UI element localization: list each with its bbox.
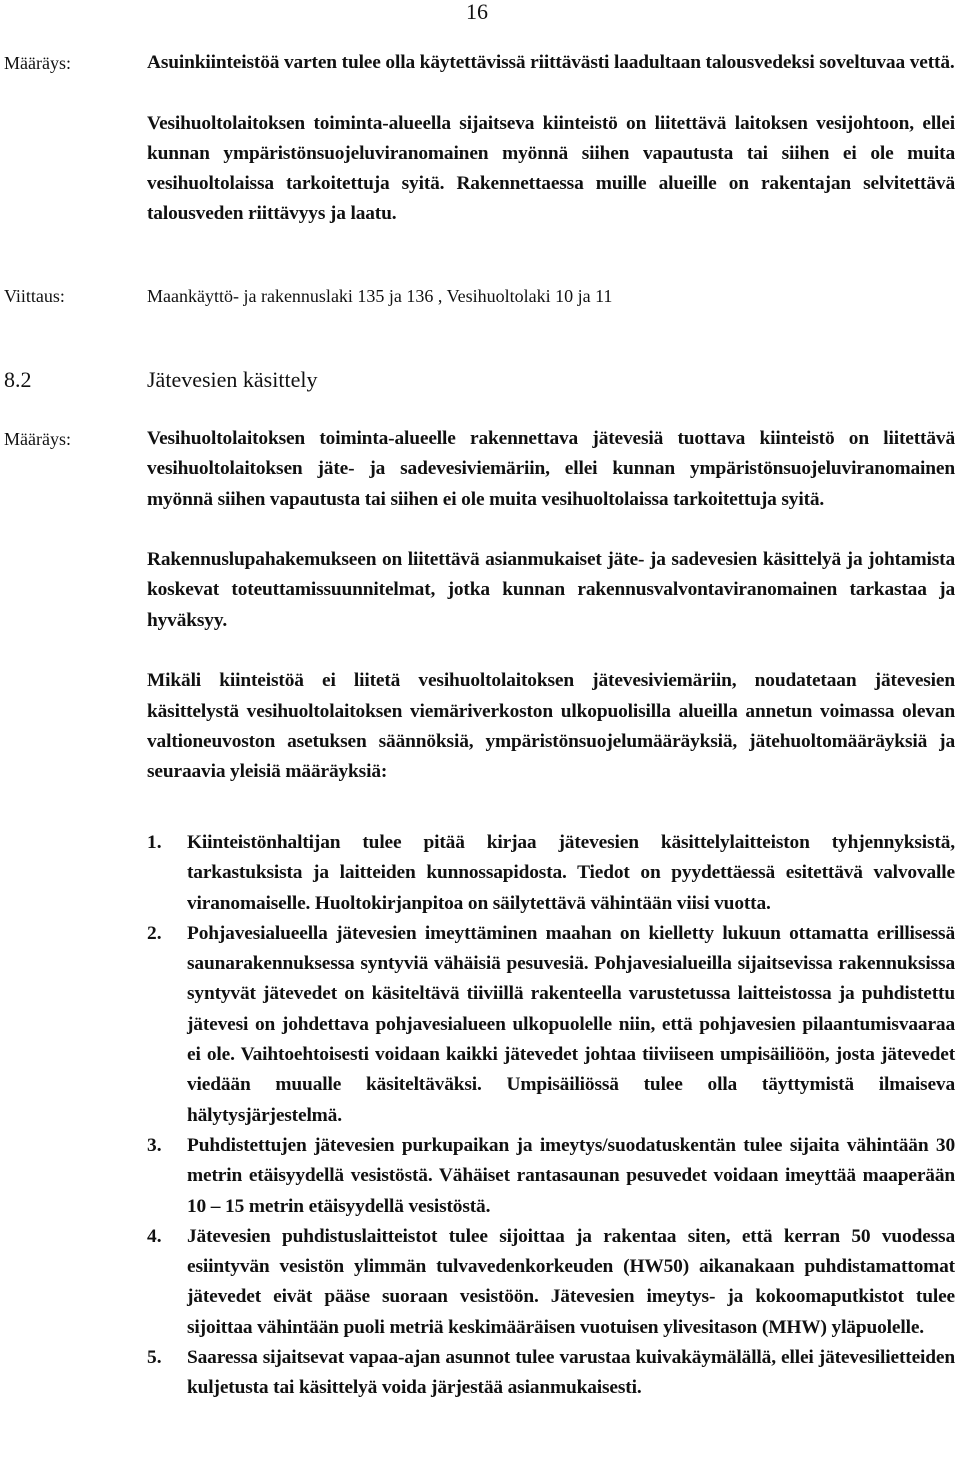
list-item-number: 3. [147,1134,162,1156]
list-item [147,1222,955,1343]
list-item [147,1131,955,1222]
paragraph: Mikäli kiinteistöä ei liitetä vesihuoltolaitoksen jätevesiviemäriin, noudatetaan jätevesien käsittelystä vesihuoltolaitoksen viemäriverkoston ulkopuolisilla alueilla annetun voimassa olevan valtioneuvoston asetuksen säännöksiä, ympäristönsuojelumääräyksiä, jätehuoltomääräyksiä ja seuraavia yleisiä määräyksiä: [147,670,955,783]
paragraph: Rakennuslupahakemukseen on liitettävä asianmukaiset jäte- ja sadevesien käsittelyä ja johtamista koskevat toteuttamissuunnitelmat, jotka kunnan rakennusvalvontaviranomainen tarkastaa ja hyväksyy. [147,549,955,631]
reference-block [0,281,960,311]
list-item-text: Puhdistettujen jätevesien purkupaikan ja imeytys/suodatuskentän tulee sijaita vähintään 30 metrin etäisyydellä vesistöstä. Vähäiset rantasaunan pesuvedet voidaan imeyttää maaperään 10 – 15 metrin etäisyydellä vesistöstä. [187,1134,955,1217]
regulation-text [147,48,955,230]
reference-text: Maankäyttö- ja rakennuslaki 135 ja 136 , Vesihuoltolaki 10 ja 11 [147,286,613,306]
section-number: 8.2 [4,367,32,392]
list-item [147,828,955,919]
regulation-block-water-supply [0,48,960,230]
regulation-label: Määräys: [4,53,71,73]
section-heading [0,365,960,395]
list-item-text: Jätevesien puhdistuslaitteistot tulee sijoittaa ja rakentaa siten, että kerran 50 vuodessa esiintyvän vesistön ylimmän tulvavedenkorkeuden (HW50) aikanakaan puhdistamattomat jätevedet eivät pääse suoraan vesistöön. Jätevesien imeytys- ja kokoomaputkistot tulee sijoittaa vähintään puoli metriä keskimääräisen vuotuisen ylivesitason (MHW) yläpuolelle. [187,1225,955,1338]
regulation-label: Määräys: [4,429,71,449]
paragraph: Asuinkiinteistöä varten tulee olla käytettävissä riittävästi laadultaan talousvedeksi soveltuvaa vettä. [147,52,955,73]
section-title: Jätevesien käsittely [147,367,318,392]
list-item-number: 4. [147,1225,162,1247]
list-item-number: 1. [147,832,162,853]
list-item-number: 5. [147,1347,162,1369]
list-item-number: 2. [147,922,162,944]
list-item-text: Pohjavesialueella jätevesien imeyttäminen maahan on kielletty lukuun ottamatta erillisessä saunarakennuksessa syntyviä vähäisiä pesuvesiä. Pohjavesialueilla sijaitsevissa rakennuksissa syntyvät jätevedet on käsiteltävä tiiviillä rakenteella varustetussa laitteistossa ja puhdistettu jätevesi on johdettava pohjavesialueen ulkopuolelle niin, että pohjavesien pilaantumisvaaraa ei ole. Vaihtoehtoisesti voidaan kaikki jätevedet johtaa tiiviiseen umpisäiliöön, josta jätevedet viedään muualle käsiteltäväksi. Umpisäiliössä tulee olla täyttymistä ilmaiseva hälytysjärjestelmä. [187,922,955,1126]
reference-label: Viittaus: [4,286,65,306]
regulation-text [147,424,955,788]
regulation-block-wastewater [0,424,960,788]
paragraph: Vesihuoltolaitoksen toiminta-alueelle rakennettava jätevesiä tuottava kiinteistö on liitettävä vesihuoltolaitoksen jäte- ja sadevesiviemäriin, ellei kunnan ympäristönsuojeluviranomainen myönnä siihen vapautusta tai siihen ei ole muita vesihuoltolaissa tarkoitettuja syitä. [147,428,955,510]
list-item [147,1343,955,1404]
list-item-text: Kiinteistönhaltijan tulee pitää kirjaa jätevesien käsittelylaitteiston tyhjennyksistä, tarkastuksista ja laitteiden kunnossapidosta. Tiedot on pyydettäessä esitettävä valvovalle viranomaiselle. Huoltokirjanpitoa on säilytettävä vähintään viisi vuotta. [187,832,955,914]
list-item [147,919,955,1131]
numbered-list [0,828,960,1404]
paragraph: Vesihuoltolaitoksen toiminta-alueella sijaitseva kiinteistö on liitettävä laitoksen vesijohtoon, ellei kunnan ympäristönsuojeluviranomainen myönnä siihen vapautusta tai siihen ei ole muita vesihuoltolaissa tarkoitettuja syitä. Rakennettaessa muille alueille on rakentajan selvitettävä talousveden riittävyys ja laatu. [147,112,955,225]
page-number: 16 [466,0,488,24]
list-item-text: Saaressa sijaitsevat vapaa-ajan asunnot tulee varustaa kuivakäymälällä, ellei jätevesilietteiden kuljetusta tai käsittelyä voida järjestää asianmukaisesti. [187,1347,955,1399]
